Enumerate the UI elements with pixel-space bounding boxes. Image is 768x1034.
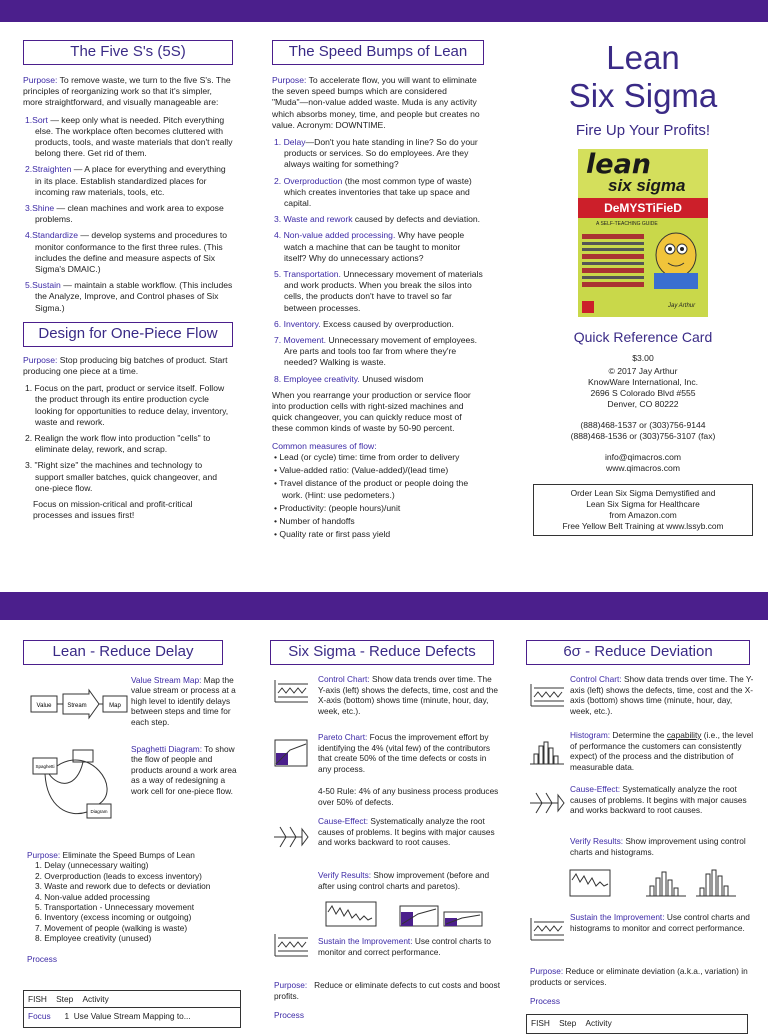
measure-text: Lead (or cycle) time: time from order to delivery <box>279 451 460 462</box>
column-five-s <box>23 40 233 522</box>
delay-list-item: 2. Overproduction (leads to excess inventory) <box>35 870 202 881</box>
measure-text: Productivity: (people hours)/unit <box>279 502 401 513</box>
histogram-heading: Histogram: <box>570 730 611 740</box>
table-header-row <box>24 991 240 1008</box>
sustain-heading: Sustain the Improvement: <box>318 936 413 946</box>
defects-purpose-label: Purpose: <box>274 980 308 990</box>
five-s-heading: Straighten <box>32 164 72 175</box>
verify-heading-2: Verify Results: <box>570 836 624 846</box>
table-head-step: Step <box>56 994 74 1004</box>
deviation-purpose-text: Reduce or eliminate deviation (a.k.a., variation) in products or services. <box>530 966 748 987</box>
spaghetti-label-1: Spaghetti <box>35 764 55 769</box>
verify-text <box>318 870 500 891</box>
five-s-item <box>23 164 233 198</box>
order-line-1: Order Lean Six Sigma Demystified and <box>570 488 716 498</box>
sustain-text <box>318 936 500 957</box>
measure-text: Value-added ratio: (Value-added)/(lead time) <box>279 465 449 476</box>
five-s-heading: Shine <box>32 203 55 214</box>
web-link[interactable]: www.qimacros.com <box>605 463 681 473</box>
delay-purpose <box>27 850 243 860</box>
histogram-capability: capability <box>666 730 702 740</box>
measure-item: • Travel distance of the product or people doing the work. (Hint: use pedometers.) <box>274 478 469 500</box>
five-s-text: — clean machines and work area to expose problems. <box>35 203 224 225</box>
price: $3.00 <box>632 353 654 363</box>
speed-bump-number: 6. <box>274 318 282 329</box>
speed-bump-text: caused by defects and deviation. <box>352 214 481 225</box>
measure-item: • Quality rate or first pass yield <box>274 529 391 540</box>
speed-bump-number: 2. <box>274 175 282 186</box>
speed-bump-number: 5. <box>274 269 282 280</box>
verify-charts-icon <box>322 900 512 930</box>
control-heading: Control Chart: <box>318 674 370 684</box>
order-line-3: from Amazon.com <box>609 510 677 520</box>
delay-list-item: 1. Delay (unnecessary waiting) <box>35 860 149 871</box>
five-s-number: 4. <box>25 230 33 241</box>
cover-subtitle: Fire Up Your Profits! <box>575 122 711 139</box>
speed-bump-item <box>272 374 484 385</box>
flow-item-3: 3. "Right size" the machines and technology to support smaller batches, quick changeover, and one-piece flow. <box>25 460 218 493</box>
spaghetti-text: To show the flow of people and products around a work area as a way of redesigning a work cell for one-piece flow. <box>131 744 237 796</box>
order-line-4: Free Yellow Belt Training at www.lssyb.com <box>562 521 724 531</box>
speed-bump-number: 4. <box>274 230 282 241</box>
sustain-heading-2: Sustain the Improvement: <box>570 912 665 922</box>
process-label-3: Process <box>530 996 560 1006</box>
defects-purpose-text: Reduce or eliminate defects to cut costs and boost profits. <box>274 980 501 1001</box>
five-s-number: 3. <box>25 203 33 214</box>
speed-bump-heading: Overproduction <box>283 175 343 186</box>
deviation-purpose-label: Purpose: <box>530 966 564 976</box>
histogram-desc-2: (i.e., the level of performance the customers can consistently expect) of the process and the distribution of measurable data. <box>570 730 754 772</box>
book-title-lean: lean <box>586 149 652 180</box>
delay-purpose-block <box>27 850 243 964</box>
table-cell-step: 1 <box>64 1011 70 1021</box>
pareto-chart-icon <box>272 736 310 768</box>
control-heading-2: Control Chart: <box>570 674 622 684</box>
section-title-speed-bumps: The Speed Bumps of Lean <box>272 40 484 65</box>
five-s-item <box>23 280 233 314</box>
section-title-reduce-defects: Six Sigma - Reduce Defects <box>270 640 494 665</box>
column-reduce-delay <box>23 640 239 1021</box>
sustain-control-icon-2 <box>528 916 566 942</box>
company: KnowWare International, Inc. <box>587 377 699 387</box>
histogram-text <box>570 730 756 772</box>
middle-band <box>0 592 768 620</box>
five-s-text: — maintain a stable workflow. (This includes the Analyze, Improve, and Control phases of Six Sigma.) <box>35 280 233 313</box>
book-cartoon-icon <box>646 227 706 297</box>
section-title-five-s: The Five S's (5S) <box>23 40 233 65</box>
purpose-paragraph <box>23 75 233 109</box>
table3-head-activity: Activity <box>585 1018 612 1028</box>
cause-effect-text-2 <box>570 784 756 816</box>
pareto-desc: Focus the improvement effort by identifying the 4% (vital few) of the contributors that create 50% of the time defects or costs in any process. <box>318 732 491 774</box>
speed-bump-item <box>272 319 484 330</box>
email-link[interactable]: info@qimacros.com <box>604 452 682 462</box>
measures-title: Common measures of flow: <box>272 440 377 451</box>
copyright: © 2017 Jay Arthur <box>608 366 678 376</box>
five-s-list <box>23 115 233 314</box>
process-label-1: Process <box>27 953 57 964</box>
column-speed-bumps <box>272 40 484 542</box>
cause-effect-text <box>318 816 500 848</box>
pareto-chart-text <box>318 732 500 774</box>
purpose2-label: Purpose: <box>23 354 58 365</box>
cause-heading-2: Cause-Effect: <box>570 784 621 794</box>
flow-item-2: 2. Realign the work flow into production "cells" to eliminate delay, rework, and scrap. <box>25 433 211 455</box>
speed-bump-text: (the most common type of waste) which creates inventories that take up space and capital. <box>284 175 472 209</box>
speed-bump-item <box>272 214 484 225</box>
contact-block <box>530 353 756 474</box>
spaghetti-description <box>131 744 239 796</box>
five-s-number: 5. <box>25 280 33 291</box>
spaghetti-diagram-icon <box>29 748 129 828</box>
measure-item: • Productivity: (people hours)/unit <box>274 502 401 513</box>
value-stream-map-icon <box>29 686 129 722</box>
verify-text-2 <box>570 836 756 857</box>
speed-bump-heading: Transportation. <box>283 269 341 280</box>
histogram-desc-1: Determine the <box>610 730 667 740</box>
pareto-heading: Pareto Chart: <box>318 732 368 742</box>
table-head-activity: Activity <box>82 994 109 1004</box>
book-cover-image <box>578 149 708 317</box>
column-reduce-defects <box>270 640 501 1020</box>
phone-2: (888)468-1536 or (303)756-3107 (fax) <box>570 431 716 441</box>
cover-title-six-sigma: Six Sigma <box>568 77 718 114</box>
measure-item: • Value-added ratio: (Value-added)/(lead time) <box>274 465 449 476</box>
speed-bump-number: 1. <box>274 137 282 148</box>
speed-bump-heading: Delay <box>283 137 306 148</box>
column-cover <box>530 40 756 536</box>
flow-item-1: 1. Focus on the part, product or service itself. Follow the product through its entire production cycle looking for opportunities to reduce delay, inventory, waste and rework. <box>25 383 229 427</box>
cause-desc-2: Systematically analyze the root causes of problems. It begins with major causes and works backward to root causes. <box>570 784 747 816</box>
speed-bump-heading: Movement. <box>283 335 327 346</box>
delay-list-item: 5. Transportation - Unnecessary movement <box>35 902 195 913</box>
control-desc-2: Show data trends over time. The Y-axis (left) shows the defects, time, cost and the X-axis (bottom) shows time (minute, hour, day, week, etc.). <box>570 674 754 716</box>
vsm-heading: Value Stream Map: <box>131 675 202 685</box>
five-s-heading: Sustain <box>32 280 61 291</box>
delay-list-item: 6. Inventory (excess incoming or outgoing) <box>35 912 192 923</box>
five-s-text: — A place for everything and everything in its place. Establish standardized places for incoming raw materials, tools, etc. <box>35 164 226 197</box>
control-chart-text-2 <box>570 674 756 716</box>
histogram-icon <box>528 738 566 766</box>
purpose-label-2: Purpose: <box>272 75 307 85</box>
delay-list-item: 3. Waste and rework due to defects or deviation <box>35 881 211 892</box>
measures-list <box>272 452 484 540</box>
five-s-text: — keep only what is needed. Pitch everything else. The workplace often becomes cluttered with products, tools, and waste materials that don't really belong there. Get rid of them. <box>35 114 233 159</box>
sustain-text-2 <box>570 912 756 933</box>
section-title-reduce-delay: Lean - Reduce Delay <box>23 640 223 665</box>
five-s-text: — develop systems and procedures to monitor conformance to the first three rules. (This includes the define and measure aspects of Six Sigma's DMAIC.) <box>35 230 228 275</box>
process-table-1 <box>23 990 241 1028</box>
five-s-item <box>23 203 233 225</box>
speed-bump-heading: Inventory. <box>283 318 321 329</box>
cause-heading: Cause-Effect: <box>318 816 369 826</box>
control-chart-text <box>318 674 500 716</box>
speed-bump-heading: Non-value added processing. <box>283 230 396 241</box>
process-table-3 <box>526 1014 748 1034</box>
rule-text: 4-50 Rule: 4% of any business process produces over 50% of defects. <box>318 786 499 807</box>
speed-bump-text: —Don't you hate standing in line? So do your products or services. So do employees. Are they always waiting for something? <box>284 137 478 170</box>
purpose-text-2: To accelerate flow, you will want to eliminate the seven speed bumps which are considered "Muda"—non-value added waste. Muda is any activity which absorbs money, time, and people but creates no value. Acronym: DOWNTIME. <box>272 75 480 130</box>
sustain-desc-2: Use control charts and histograms to monitor and correct performance. <box>570 912 750 933</box>
cause-desc: Systematically analyze the root causes of problems. It begins with major causes and works backward to root causes. <box>318 816 495 848</box>
five-s-number: 2. <box>25 164 33 175</box>
spaghetti-heading: Spaghetti Diagram: <box>131 744 203 754</box>
section-title-one-piece-flow: Design for One-Piece Flow <box>23 322 233 347</box>
control-chart-icon <box>272 678 310 704</box>
top-band <box>0 0 768 22</box>
purpose-label: Purpose: <box>23 75 58 85</box>
vsm-box-2: Stream <box>67 703 87 709</box>
phone-1: (888)468-1537 or (303)756-9144 <box>580 420 706 430</box>
speed-bump-text: Unnecessary movement of materials and work products. When you break the silos into cells, the products don't have to travel so far between processes. <box>284 269 483 313</box>
delay-purpose-label: Purpose: <box>27 850 61 860</box>
speed-bump-number: 7. <box>274 335 282 346</box>
cause-effect-icon <box>272 824 310 850</box>
deviation-purpose <box>530 966 756 987</box>
purpose2-paragraph <box>23 355 233 377</box>
table-head-fish: FISH <box>28 994 47 1004</box>
verify-desc: Show improvement (before and after using control charts and paretos). <box>318 870 490 891</box>
address-line-2: Denver, CO 80222 <box>607 399 679 409</box>
sustain-desc: Use control charts to monitor and correct performance. <box>318 936 491 957</box>
measure-item: • Number of handoffs <box>274 515 355 526</box>
purpose2-text: Stop producing big batches of product. Start producing one piece at a time. <box>23 354 228 377</box>
control-desc: Show data trends over time. The Y-axis (left) shows the defects, time, cost and the X-axis (bottom) shows time (minute, hour, day, week, etc.). <box>318 674 499 716</box>
book-guide: A SELF-TEACHING GUIDE <box>596 221 658 227</box>
vsm-box-3: Map <box>109 703 121 709</box>
speed-bump-text: Excess caused by overproduction. <box>320 318 454 329</box>
verify-heading: Verify Results: <box>318 870 372 880</box>
speed-bumps-list <box>272 137 484 385</box>
closing-paragraph: When you rearrange your production or service floor into production cells with right-sized machines and quick changeover, you can quickly reduce most of these common kinds of waste by 50-90 percent. <box>272 389 471 434</box>
table3-head-fish: FISH <box>531 1018 550 1028</box>
five-s-item <box>23 230 233 275</box>
book-title-six-sigma: six sigma <box>608 176 686 195</box>
measure-text: Travel distance of the product or people doing the work. (Hint: use pedometers.) <box>279 478 469 500</box>
control-chart-icon-2 <box>528 682 566 708</box>
speed-bump-text: Unnecessary movement of employees. Are parts and tools too far from where they're needed? Walking is waste. <box>284 335 478 368</box>
table-cell-fish: Focus <box>28 1011 51 1021</box>
measure-text: Quality rate or first pass yield <box>279 529 391 540</box>
delay-list-item: 4. Non-value added processing <box>35 891 150 902</box>
measure-text: Number of handoffs <box>279 515 355 526</box>
column-reduce-deviation <box>526 640 756 1028</box>
speed-bump-item <box>272 335 484 369</box>
quick-reference-card: Quick Reference Card <box>573 329 713 345</box>
speed-bump-text: Why have people watch a machine that can be taught to monitor itself? Why do unnecessary actions? <box>284 230 465 263</box>
five-s-item <box>23 115 233 160</box>
vsm-description <box>131 675 239 727</box>
five-s-heading: Sort <box>32 114 48 125</box>
speed-bump-number: 3. <box>274 214 282 225</box>
speed-bump-number: 8. <box>274 373 282 384</box>
speed-bump-item <box>272 176 484 210</box>
defects-purpose <box>274 980 500 1001</box>
process-label-2: Process <box>274 1010 304 1020</box>
sustain-control-icon <box>272 932 310 958</box>
speed-bump-heading: Waste and rework <box>283 214 353 225</box>
five-s-number: 1. <box>25 114 33 125</box>
table3-head-step: Step <box>559 1018 577 1028</box>
book-demystified: DeMYSTiFieD <box>578 198 708 218</box>
focus-note: Focus on mission-critical and profit-critical processes and issues first! <box>33 499 193 521</box>
order-line-2: Lean Six Sigma for Healthcare <box>586 499 700 509</box>
delay-list <box>27 860 243 943</box>
five-s-heading: Standardize <box>32 230 79 241</box>
address-line-1: 2696 S Colorado Blvd #555 <box>590 388 696 398</box>
measure-item: • Lead (or cycle) time: time from order to delivery <box>274 451 460 462</box>
spaghetti-label-2: Diagram <box>90 809 108 814</box>
delay-purpose-text: Eliminate the Speed Bumps of Lean <box>62 850 195 860</box>
purpose-paragraph-2 <box>272 75 484 131</box>
book-author: Jay Arthur <box>668 303 696 309</box>
vsm-text: Map the value stream or process at a high level to identify delays between steps and time for each step. <box>131 675 236 727</box>
delay-list-item: 8. Employee creativity (unused) <box>35 933 152 944</box>
speed-bump-heading: Employee creativity. <box>283 373 360 384</box>
verify-histograms-icon <box>566 866 756 900</box>
speed-bump-item <box>272 269 484 314</box>
section-title-reduce-deviation: 6σ - Reduce Deviation <box>526 640 750 665</box>
cause-effect-icon-2 <box>528 790 566 816</box>
verify-desc-2: Show improvement using control charts and histograms. <box>570 836 746 857</box>
speed-bump-item <box>272 230 484 264</box>
speed-bump-item <box>272 137 484 171</box>
table-row <box>24 1008 240 1024</box>
cover-title-lean: Lean <box>606 39 680 76</box>
table-cell-activity: Use Value Stream Mapping to... <box>73 1011 191 1021</box>
delay-list-item: 7. Movement of people (walking is waste) <box>35 922 188 933</box>
order-box <box>533 484 753 536</box>
speed-bump-text: Unused wisdom <box>359 373 424 384</box>
vsm-box-1: Value <box>36 703 52 709</box>
purpose-text: To remove waste, we turn to the five S's. The principles of reorganizing work so that it's simpler, more straightforward, and visually manageable are: <box>23 75 231 108</box>
